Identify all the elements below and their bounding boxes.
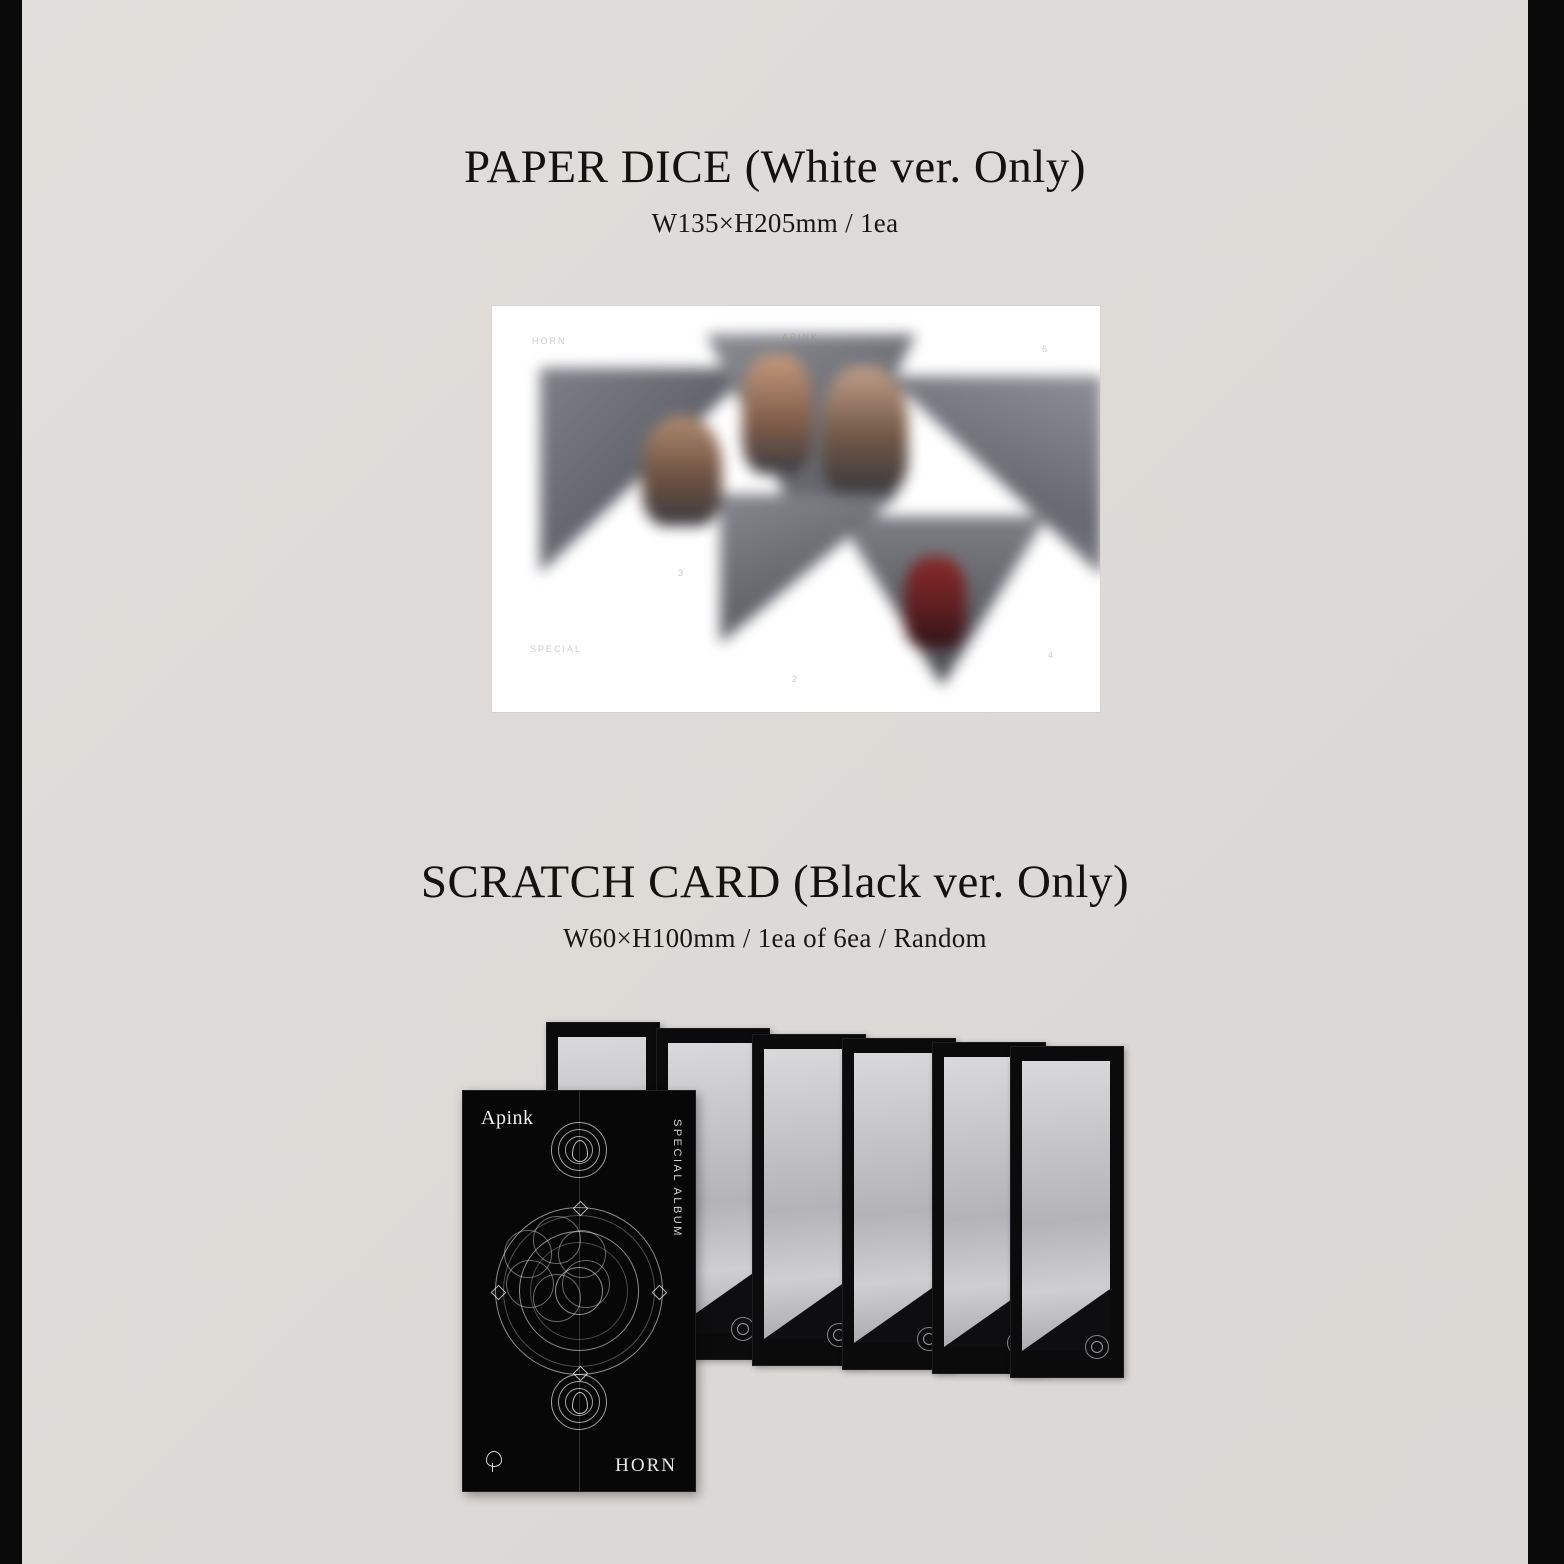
scratch-card-front	[462, 1090, 696, 1492]
dice-faint-label-4: SPECIAL	[530, 644, 583, 654]
foil-panel	[1022, 1061, 1110, 1351]
scratch-card-title	[22, 855, 1528, 909]
horn-mark-icon	[483, 1451, 503, 1473]
scratch-card-back-6	[1010, 1046, 1124, 1378]
scratch-card-image-group	[442, 1020, 1122, 1480]
dice-faint-label-3: 6	[1042, 344, 1050, 354]
dice-net-artwork	[492, 306, 1100, 712]
scratch-card-spec: W60×H100mm / 1ea of 6ea / Random	[563, 923, 987, 953]
card-side-label: SPECIAL ALBUM	[671, 1119, 683, 1238]
dice-faint-label-7: 3	[678, 568, 686, 578]
foil-panel	[854, 1053, 942, 1343]
dice-faint-label-6: 4	[1048, 650, 1056, 660]
foil-panel	[764, 1049, 852, 1339]
bottom-seal-icon	[552, 1375, 606, 1429]
card-title-label: HORN	[615, 1455, 677, 1476]
dice-faint-label-1: HORN	[532, 336, 567, 346]
paper-dice-title-main: PAPER DICE	[464, 141, 733, 193]
section-scratch-card	[22, 855, 1528, 954]
left-black-border	[0, 0, 22, 1564]
paper-dice-image	[492, 306, 1100, 712]
scratch-card-title-main: SCRATCH CARD	[420, 856, 781, 908]
top-seal-icon	[552, 1123, 606, 1177]
scratch-card-title-paren: (Black ver. Only)	[793, 856, 1130, 908]
product-detail-page	[22, 0, 1528, 1564]
section-paper-dice	[22, 140, 1528, 239]
dice-faint-label-5: 2	[792, 674, 800, 684]
right-black-border	[1528, 0, 1564, 1564]
paper-dice-title-paren: (White ver. Only)	[744, 141, 1086, 193]
card-emblem-icon	[1085, 1335, 1109, 1359]
card-brand-label: Apink	[481, 1107, 534, 1129]
center-seal-icon	[495, 1207, 663, 1375]
paper-dice-title	[22, 140, 1528, 194]
paper-dice-spec: W135×H205mm / 1ea	[651, 208, 899, 238]
